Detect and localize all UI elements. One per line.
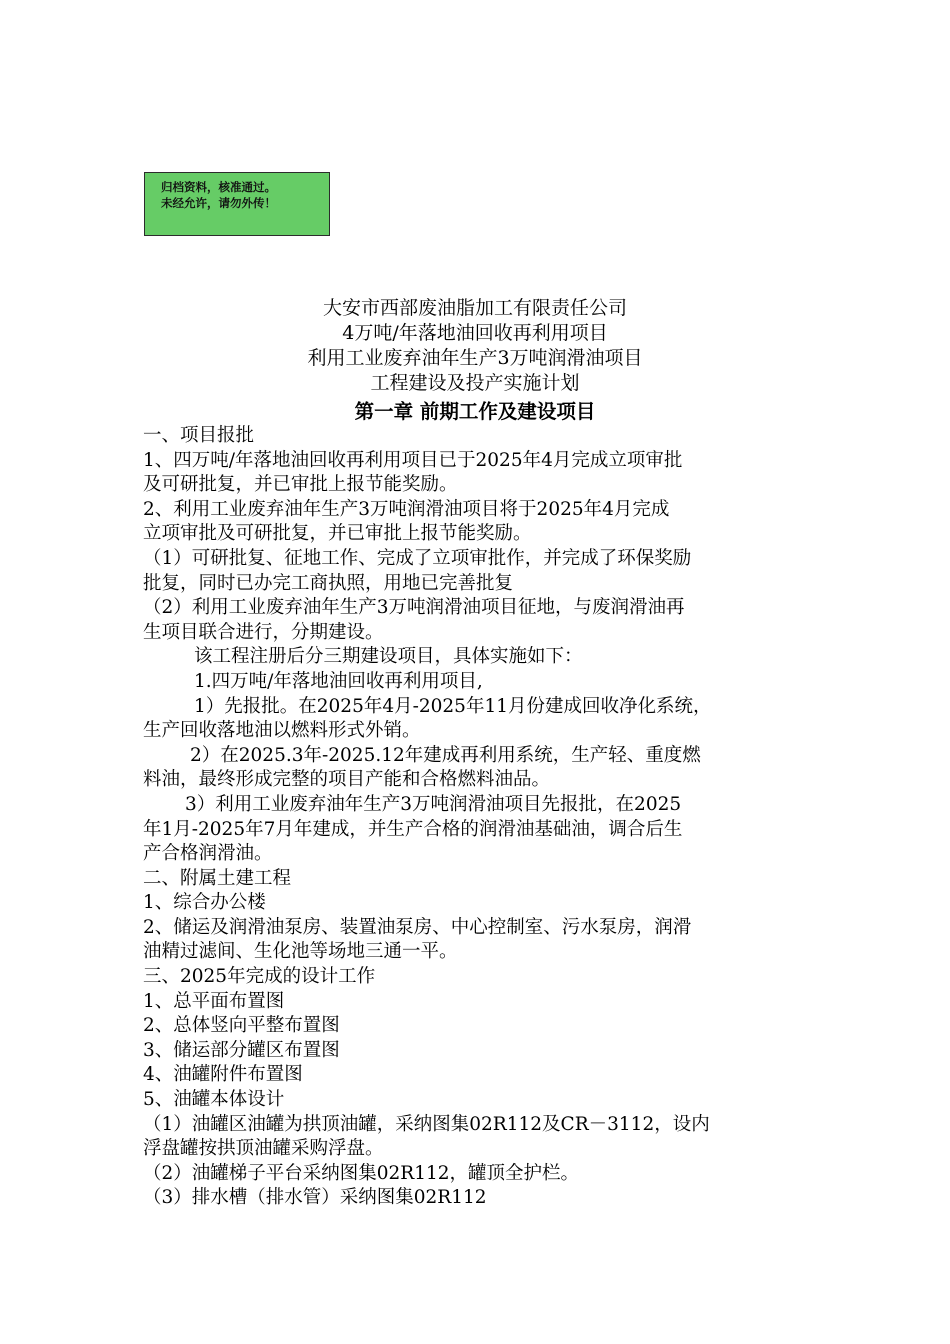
section-heading: 一、项目报批 <box>143 425 255 446</box>
archive-stamp <box>144 172 330 236</box>
text-line: 2、总体竖向平整布置图 <box>143 1015 340 1037</box>
text-line: 年1月-2025年7月年建成，并生产合格的润滑油基础油，调合后生 <box>143 818 683 840</box>
text-line: 1.四万吨/年落地油回收再利用项目, <box>194 670 483 692</box>
document-body <box>143 424 823 1211</box>
text-line: 2、储运及润滑油泵房、装置油泵房、中心控制室、污水泵房，润滑 <box>143 916 692 938</box>
text-line: 立项审批及可研批复，并已审批上报节能奖励。 <box>143 523 532 545</box>
text-line: 生项目联合进行，分期建设。 <box>143 621 384 643</box>
stamp-line-2: 未经允许，请勿外传！ <box>161 196 276 210</box>
company-name: 大安市西部废油脂加工有限责任公司 <box>322 297 627 319</box>
chapter-title: 第一章 前期工作及建设项目 <box>354 400 596 423</box>
text-line: 2）在2025.3年-2025.12年建成再利用系统，生产轻、重度燃 <box>190 744 701 766</box>
text-line: 生产回收落地油以燃料形式外销。 <box>143 720 421 742</box>
text-line: 该工程注册后分三期建设项目，具体实施如下： <box>194 646 583 668</box>
text-line: 3、储运部分罐区布置图 <box>143 1039 340 1061</box>
text-line: （1）油罐区油罐为拱顶油罐，采纳图集02R112及CR－3112，设内 <box>143 1113 710 1135</box>
text-line: 及可研批复，并已审批上报节能奖励。 <box>143 474 458 496</box>
plan-title: 工程建设及投产实施计划 <box>370 372 580 394</box>
text-line: 油精过滤间、生化池等场地三通一平。 <box>143 941 458 963</box>
text-line: 2、利用工业废弃油年生产3万吨润滑油项目将于2025年4月完成 <box>143 498 670 520</box>
text-line: 1、四万吨/年落地油回收再利用项目已于2025年4月完成立项审批 <box>143 449 683 471</box>
project-title-2: 利用工业废弃油年生产3万吨润滑油项目 <box>307 347 643 369</box>
text-line: 3）利用工业废弃油年生产3万吨润滑油项目先报批，在2025 <box>185 793 682 815</box>
text-line: 1、总平面布置图 <box>143 990 285 1012</box>
section-heading: 三、2025年完成的设计工作 <box>143 966 376 988</box>
text-line: 4、油罐附件布置图 <box>143 1064 303 1086</box>
section-heading: 二、附属土建工程 <box>143 867 292 889</box>
project-title-1: 4万吨/年落地油回收再利用项目 <box>342 322 608 344</box>
text-line: 料油，最终形成完整的项目产能和合格燃料油品。 <box>143 769 551 791</box>
text-line: （2）利用工业废弃油年生产3万吨润滑油项目征地，与废润滑油再 <box>143 597 685 619</box>
text-line: （2）油罐梯子平台采纳图集02R112，罐顶全护栏。 <box>143 1162 580 1184</box>
text-line: 1、综合办公楼 <box>143 892 266 914</box>
text-line: 批复，同时已办完工商执照，用地已完善批复 <box>143 572 514 594</box>
document-header <box>0 296 950 396</box>
text-line: 5、油罐本体设计 <box>143 1089 285 1111</box>
text-line: 1）先报批。在2025年4月-2025年11月份建成回收净化系统， <box>194 695 712 717</box>
text-line: （1）可研批复、征地工作、完成了立项审批作，并完成了环保奖励 <box>143 547 692 569</box>
text-line: 产合格润滑油。 <box>143 843 273 865</box>
text-line: 浮盘罐按拱顶油罐采购浮盘。 <box>143 1138 384 1160</box>
text-line: （3）排水槽（排水管）采纳图集02R112 <box>143 1187 487 1209</box>
stamp-line-1: 归档资料，核准通过。 <box>161 180 276 194</box>
